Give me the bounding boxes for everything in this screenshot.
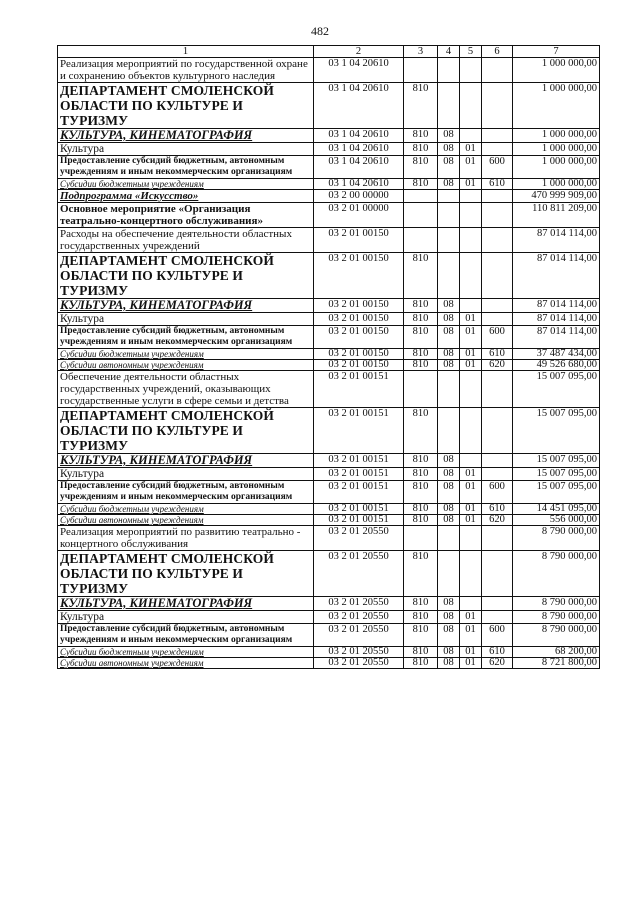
row-subsection-cell [460,551,482,597]
table-row [58,313,600,326]
row-code-cell: 03 1 04 20610 [314,143,404,156]
row-amount-cell: 15 007 095,00 [513,468,600,481]
row-section-cell [438,526,460,551]
row-code-cell: 03 2 01 00150 [314,349,404,360]
page-number: 482 [311,24,329,38]
row-amount-cell: 37 487 434,00 [513,349,600,360]
row-section-cell: 08 [438,360,460,371]
row-subsection-cell: 01 [460,611,482,624]
row-dept-code-cell: 810 [404,468,438,481]
header-cell-3: 3 [404,46,438,58]
row-dept-code-cell: 810 [404,624,438,647]
row-expense-type-cell: 620 [482,515,513,526]
row-subsection-cell: 01 [460,156,482,179]
row-expense-type-cell: 610 [482,349,513,360]
row-expense-type-cell [482,129,513,143]
row-code-cell: 03 2 01 00150 [314,326,404,349]
row-expense-type-cell [482,468,513,481]
row-subsection-cell [460,597,482,611]
table-row [58,551,600,597]
row-name-cell: ДЕПАРТАМЕНТ СМОЛЕНСКОЙ ОБЛАСТИ ПО КУЛЬТУРЕ И ТУРИЗМУ [58,83,314,129]
row-dept-code-cell [404,526,438,551]
row-amount-cell: 8 790 000,00 [513,526,600,551]
row-amount-cell: 470 999 909,00 [513,190,600,203]
header-cell-5: 5 [460,46,482,58]
row-expense-type-cell [482,526,513,551]
row-expense-type-cell [482,58,513,83]
row-code-cell: 03 2 01 20550 [314,526,404,551]
row-dept-code-cell: 810 [404,454,438,468]
row-name-cell: Предоставление субсидий бюджетным, автономным учреждениям и иным некоммерческим организациям [58,624,314,647]
table-row [58,526,600,551]
row-subsection-cell: 01 [460,624,482,647]
row-code-cell: 03 2 01 00151 [314,515,404,526]
row-section-cell: 08 [438,143,460,156]
row-expense-type-cell: 600 [482,156,513,179]
row-expense-type-cell: 620 [482,360,513,371]
row-name-cell: ДЕПАРТАМЕНТ СМОЛЕНСКОЙ ОБЛАСТИ ПО КУЛЬТУРЕ И ТУРИЗМУ [58,253,314,299]
row-subsection-cell: 01 [460,647,482,658]
row-code-cell: 03 1 04 20610 [314,129,404,143]
row-dept-code-cell [404,190,438,203]
table-row [58,360,600,371]
row-subsection-cell [460,129,482,143]
table-row [58,504,600,515]
row-amount-cell: 8 721 800,00 [513,658,600,669]
header-cell-2: 2 [314,46,404,58]
budget-table [57,45,600,669]
row-section-cell: 08 [438,468,460,481]
row-expense-type-cell [482,253,513,299]
row-dept-code-cell: 810 [404,360,438,371]
row-subsection-cell [460,371,482,408]
row-amount-cell: 1 000 000,00 [513,83,600,129]
table-row [58,371,600,408]
row-amount-cell: 87 014 114,00 [513,299,600,313]
row-expense-type-cell [482,203,513,228]
table-row [58,228,600,253]
table-row [58,349,600,360]
row-name-cell: Субсидии автономным учреждениям [58,658,314,669]
row-expense-type-cell [482,454,513,468]
row-code-cell: 03 2 01 00000 [314,203,404,228]
row-subsection-cell: 01 [460,515,482,526]
row-section-cell: 08 [438,313,460,326]
row-code-cell: 03 2 01 00150 [314,253,404,299]
row-dept-code-cell: 810 [404,551,438,597]
row-section-cell: 08 [438,179,460,190]
row-amount-cell: 15 007 095,00 [513,454,600,468]
row-section-cell [438,551,460,597]
row-subsection-cell: 01 [460,481,482,504]
table-row [58,203,600,228]
row-expense-type-cell [482,408,513,454]
row-dept-code-cell: 810 [404,504,438,515]
row-subsection-cell: 01 [460,468,482,481]
row-expense-type-cell: 610 [482,179,513,190]
row-code-cell: 03 2 01 00150 [314,313,404,326]
row-subsection-cell [460,228,482,253]
row-amount-cell: 87 014 114,00 [513,313,600,326]
table-row [58,156,600,179]
row-dept-code-cell: 810 [404,299,438,313]
table-row [58,408,600,454]
row-dept-code-cell: 810 [404,313,438,326]
row-subsection-cell [460,454,482,468]
row-expense-type-cell: 610 [482,647,513,658]
row-subsection-cell [460,299,482,313]
row-dept-code-cell: 810 [404,408,438,454]
row-dept-code-cell: 810 [404,515,438,526]
row-section-cell: 08 [438,515,460,526]
row-expense-type-cell [482,228,513,253]
row-expense-type-cell: 600 [482,624,513,647]
row-subsection-cell [460,83,482,129]
row-amount-cell: 15 007 095,00 [513,408,600,454]
row-expense-type-cell: 610 [482,504,513,515]
row-dept-code-cell: 810 [404,349,438,360]
row-section-cell [438,228,460,253]
row-name-cell: Субсидии автономным учреждениям [58,360,314,371]
row-expense-type-cell [482,143,513,156]
table-row [58,83,600,129]
row-amount-cell: 87 014 114,00 [513,228,600,253]
row-amount-cell: 1 000 000,00 [513,129,600,143]
row-section-cell: 08 [438,299,460,313]
row-name-cell: КУЛЬТУРА, КИНЕМАТОГРАФИЯ [58,597,314,611]
row-amount-cell: 15 007 095,00 [513,481,600,504]
row-dept-code-cell: 810 [404,611,438,624]
row-amount-cell: 8 790 000,00 [513,551,600,597]
row-name-cell: Подпрограмма «Искусство» [58,190,314,203]
row-expense-type-cell [482,83,513,129]
table-row [58,468,600,481]
row-subsection-cell: 01 [460,143,482,156]
row-name-cell: КУЛЬТУРА, КИНЕМАТОГРАФИЯ [58,129,314,143]
row-code-cell: 03 1 04 20610 [314,179,404,190]
row-section-cell: 08 [438,597,460,611]
row-subsection-cell: 01 [460,326,482,349]
row-subsection-cell: 01 [460,349,482,360]
row-code-cell: 03 2 01 20550 [314,611,404,624]
table-row [58,658,600,669]
row-subsection-cell: 01 [460,313,482,326]
row-amount-cell: 1 000 000,00 [513,156,600,179]
row-name-cell: Субсидии бюджетным учреждениям [58,349,314,360]
row-expense-type-cell [482,299,513,313]
row-expense-type-cell [482,190,513,203]
row-expense-type-cell [482,597,513,611]
row-section-cell: 08 [438,326,460,349]
table-row [58,597,600,611]
row-code-cell: 03 1 04 20610 [314,58,404,83]
row-code-cell: 03 2 01 20550 [314,624,404,647]
row-section-cell: 08 [438,504,460,515]
row-section-cell: 08 [438,156,460,179]
row-name-cell: Культура [58,313,314,326]
table-row [58,129,600,143]
table-row [58,481,600,504]
row-amount-cell: 8 790 000,00 [513,611,600,624]
table-row [58,454,600,468]
row-expense-type-cell [482,611,513,624]
row-name-cell: Культура [58,143,314,156]
row-dept-code-cell [404,371,438,408]
row-name-cell: Субсидии бюджетным учреждениям [58,647,314,658]
row-section-cell [438,83,460,129]
row-code-cell: 03 2 01 00151 [314,481,404,504]
row-section-cell: 08 [438,129,460,143]
row-dept-code-cell: 810 [404,326,438,349]
row-name-cell: Культура [58,468,314,481]
row-expense-type-cell: 600 [482,481,513,504]
row-expense-type-cell: 600 [482,326,513,349]
row-subsection-cell [460,203,482,228]
row-section-cell: 08 [438,349,460,360]
row-code-cell: 03 2 01 00151 [314,371,404,408]
row-section-cell: 08 [438,658,460,669]
row-name-cell: КУЛЬТУРА, КИНЕМАТОГРАФИЯ [58,454,314,468]
row-dept-code-cell [404,58,438,83]
row-section-cell: 08 [438,647,460,658]
row-amount-cell: 87 014 114,00 [513,253,600,299]
table-row [58,190,600,203]
row-dept-code-cell: 810 [404,253,438,299]
table-header-row [58,46,600,58]
row-section-cell [438,58,460,83]
row-subsection-cell [460,58,482,83]
row-section-cell [438,190,460,203]
row-name-cell: ДЕПАРТАМЕНТ СМОЛЕНСКОЙ ОБЛАСТИ ПО КУЛЬТУРЕ И ТУРИЗМУ [58,551,314,597]
row-expense-type-cell [482,371,513,408]
row-name-cell: Субсидии бюджетным учреждениям [58,504,314,515]
table-row [58,58,600,83]
row-expense-type-cell [482,551,513,597]
header-cell-7: 7 [513,46,600,58]
row-amount-cell: 1 000 000,00 [513,58,600,83]
row-subsection-cell: 01 [460,504,482,515]
row-amount-cell: 14 451 095,00 [513,504,600,515]
row-name-cell: Обеспечение деятельности областных государственных учреждений, оказывающих государственные услуги в сфере семьи и детства [58,371,314,408]
row-amount-cell: 87 014 114,00 [513,326,600,349]
row-code-cell: 03 2 01 20550 [314,597,404,611]
row-code-cell: 03 1 04 20610 [314,156,404,179]
row-section-cell [438,408,460,454]
row-section-cell: 08 [438,481,460,504]
row-name-cell: Основное мероприятие «Организация театрально-концертного обслуживания» [58,203,314,228]
row-section-cell [438,203,460,228]
row-code-cell: 03 2 01 00150 [314,299,404,313]
row-amount-cell: 8 790 000,00 [513,624,600,647]
table-row [58,143,600,156]
row-name-cell: Предоставление субсидий бюджетным, автономным учреждениям и иным некоммерческим организациям [58,481,314,504]
row-subsection-cell [460,253,482,299]
row-subsection-cell [460,408,482,454]
row-name-cell: КУЛЬТУРА, КИНЕМАТОГРАФИЯ [58,299,314,313]
row-code-cell: 03 1 04 20610 [314,83,404,129]
row-dept-code-cell: 810 [404,129,438,143]
row-code-cell: 03 2 01 20550 [314,551,404,597]
row-amount-cell: 556 000,00 [513,515,600,526]
row-expense-type-cell: 620 [482,658,513,669]
row-code-cell: 03 2 01 00151 [314,504,404,515]
row-name-cell: Субсидии автономным учреждениям [58,515,314,526]
row-dept-code-cell: 810 [404,143,438,156]
table-row [58,624,600,647]
row-name-cell: Культура [58,611,314,624]
row-dept-code-cell [404,228,438,253]
row-amount-cell: 68 200,00 [513,647,600,658]
row-amount-cell: 1 000 000,00 [513,179,600,190]
row-name-cell: Расходы на обеспечение деятельности областных государственных учреждений [58,228,314,253]
table-row [58,253,600,299]
row-dept-code-cell: 810 [404,658,438,669]
row-dept-code-cell: 810 [404,597,438,611]
row-amount-cell: 1 000 000,00 [513,143,600,156]
row-subsection-cell: 01 [460,360,482,371]
row-amount-cell: 49 526 680,00 [513,360,600,371]
row-subsection-cell: 01 [460,658,482,669]
row-section-cell: 08 [438,454,460,468]
table-row [58,647,600,658]
row-subsection-cell [460,190,482,203]
header-cell-1: 1 [58,46,314,58]
table-row [58,611,600,624]
row-section-cell: 08 [438,611,460,624]
row-code-cell: 03 2 01 00151 [314,454,404,468]
row-amount-cell: 15 007 095,00 [513,371,600,408]
row-dept-code-cell: 810 [404,156,438,179]
row-name-cell: Субсидии бюджетным учреждениям [58,179,314,190]
row-name-cell: Реализация мероприятий по развитию театрально - концертного обслуживания [58,526,314,551]
row-section-cell [438,371,460,408]
row-amount-cell: 8 790 000,00 [513,597,600,611]
row-code-cell: 03 2 01 20550 [314,647,404,658]
row-name-cell: Предоставление субсидий бюджетным, автономным учреждениям и иным некоммерческим организациям [58,156,314,179]
header-cell-4: 4 [438,46,460,58]
row-dept-code-cell: 810 [404,179,438,190]
row-code-cell: 03 2 01 00151 [314,408,404,454]
row-code-cell: 03 2 01 00151 [314,468,404,481]
row-dept-code-cell: 810 [404,83,438,129]
row-name-cell: Реализация мероприятий по государственной охране и сохранению объектов культурного наследия [58,58,314,83]
table-row [58,299,600,313]
row-code-cell: 03 2 01 20550 [314,658,404,669]
table-row [58,515,600,526]
row-name-cell: Предоставление субсидий бюджетным, автономным учреждениям и иным некоммерческим организациям [58,326,314,349]
row-code-cell: 03 2 01 00150 [314,360,404,371]
row-subsection-cell [460,526,482,551]
row-name-cell: ДЕПАРТАМЕНТ СМОЛЕНСКОЙ ОБЛАСТИ ПО КУЛЬТУРЕ И ТУРИЗМУ [58,408,314,454]
row-section-cell [438,253,460,299]
row-dept-code-cell: 810 [404,481,438,504]
row-amount-cell: 110 811 209,00 [513,203,600,228]
row-dept-code-cell: 810 [404,647,438,658]
header-cell-6: 6 [482,46,513,58]
row-section-cell: 08 [438,624,460,647]
row-code-cell: 03 2 00 00000 [314,190,404,203]
row-subsection-cell: 01 [460,179,482,190]
table-row [58,179,600,190]
row-code-cell: 03 2 01 00150 [314,228,404,253]
row-expense-type-cell [482,313,513,326]
row-dept-code-cell [404,203,438,228]
table-row [58,326,600,349]
